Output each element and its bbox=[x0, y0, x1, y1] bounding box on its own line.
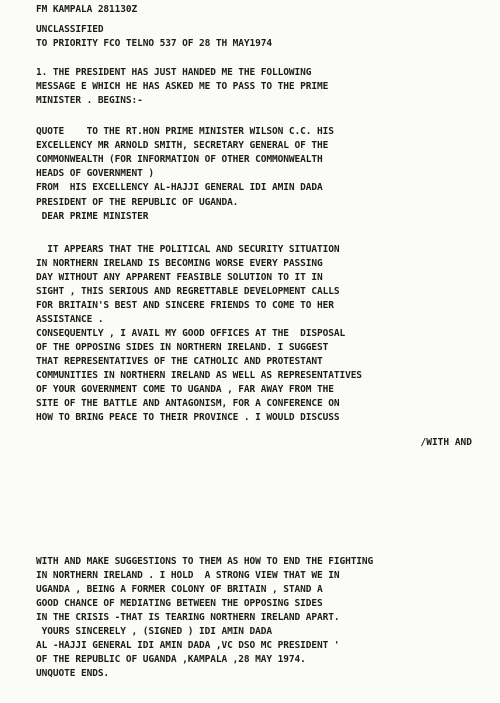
body-line: IN THE CRISIS -THAT IS TEARING NORTHERN IRELAND APART. bbox=[36, 612, 340, 623]
body-line: IN NORTHERN IRELAND IS BECOMING WORSE EVERY PASSING bbox=[36, 258, 323, 269]
body-line: THAT REPRESENTATIVES OF THE CATHOLIC AND PROTESTANT bbox=[36, 356, 323, 367]
body-line: IN NORTHERN IRELAND . I HOLD A STRONG VIEW THAT WE IN bbox=[36, 570, 340, 581]
body-line: CONSEQUENTLY , I AVAIL MY GOOD OFFICES AT THE DISPOSAL bbox=[36, 328, 346, 339]
body-line: OF YOUR GOVERNMENT COME TO UGANDA , FAR AWAY FROM THE bbox=[36, 384, 334, 395]
body-line: ASSISTANCE . bbox=[36, 314, 104, 325]
body-line: HOW TO BRING PEACE TO THEIR PROVINCE . I WOULD DISCUSS bbox=[36, 412, 340, 423]
body-line: OF THE OPPOSING SIDES IN NORTHERN IRELAND. I SUGGEST bbox=[36, 342, 329, 353]
body-line: SIGHT , THIS SERIOUS AND REGRETTABLE DEVELOPMENT CALLS bbox=[36, 286, 340, 297]
body-line: PRESIDENT OF THE REPUBLIC OF UGANDA. bbox=[36, 197, 239, 208]
body-line: 1. THE PRESIDENT HAS JUST HANDED ME THE FOLLOWING bbox=[36, 67, 312, 78]
header-classification: UNCLASSIFIED bbox=[36, 24, 104, 35]
body-line: EXCELLENCY MR ARNOLD SMITH, SECRETARY GENERAL OF THE bbox=[36, 140, 329, 151]
body-line: COMMONWEALTH (FOR INFORMATION OF OTHER COMMONWEALTH bbox=[36, 154, 323, 165]
body-line: MESSAGE E WHICH HE HAS ASKED ME TO PASS TO THE PRIME bbox=[36, 81, 329, 92]
continuation-note: /WITH AND bbox=[420, 437, 472, 448]
body-line: UGANDA , BEING A FORMER COLONY OF BRITAIN , STAND A bbox=[36, 584, 323, 595]
body-line: FOR BRITAIN'S BEST AND SINCERE FRIENDS TO COME TO HER bbox=[36, 300, 334, 311]
body-line: IT APPEARS THAT THE POLITICAL AND SECURITY SITUATION bbox=[36, 244, 340, 255]
body-line: SITE OF THE BATTLE AND ANTAGONISM, FOR A CONFERENCE ON bbox=[36, 398, 340, 409]
body-line: QUOTE TO THE RT.HON PRIME MINISTER WILSON C.C. HIS bbox=[36, 126, 334, 137]
body-line: DEAR PRIME MINISTER bbox=[36, 211, 149, 222]
body-line: COMMUNITIES IN NORTHERN IRELAND AS WELL AS REPRESENTATIVES bbox=[36, 370, 362, 381]
body-line: HEADS OF GOVERNMENT ) bbox=[36, 168, 155, 179]
body-line: FROM HIS EXCELLENCY AL-HAJJI GENERAL IDI AMIN DADA bbox=[36, 182, 323, 193]
body-line: DAY WITHOUT ANY APPARENT FEASIBLE SOLUTION TO IT IN bbox=[36, 272, 323, 283]
body-line: UNQUOTE ENDS. bbox=[36, 668, 110, 679]
body-line: WITH AND MAKE SUGGESTIONS TO THEM AS HOW TO END THE FIGHTING bbox=[36, 556, 374, 567]
body-line: AL -HAJJI GENERAL IDI AMIN DADA ,VC DSO MC PRESIDENT ' bbox=[36, 640, 340, 651]
body-line: YOURS SINCERELY , (SIGNED ) IDI AMIN DADA bbox=[36, 626, 273, 637]
header-from: FM KAMPALA 281130Z bbox=[36, 4, 138, 15]
body-line: OF THE REPUBLIC OF UGANDA ,KAMPALA ,28 MAY 1974. bbox=[36, 654, 306, 665]
body-line: MINISTER . BEGINS:- bbox=[36, 95, 143, 106]
body-line: GOOD CHANCE OF MEDIATING BETWEEN THE OPPOSING SIDES bbox=[36, 598, 323, 609]
header-to: TO PRIORITY FCO TELNO 537 OF 28 TH MAY1974 bbox=[36, 38, 273, 49]
